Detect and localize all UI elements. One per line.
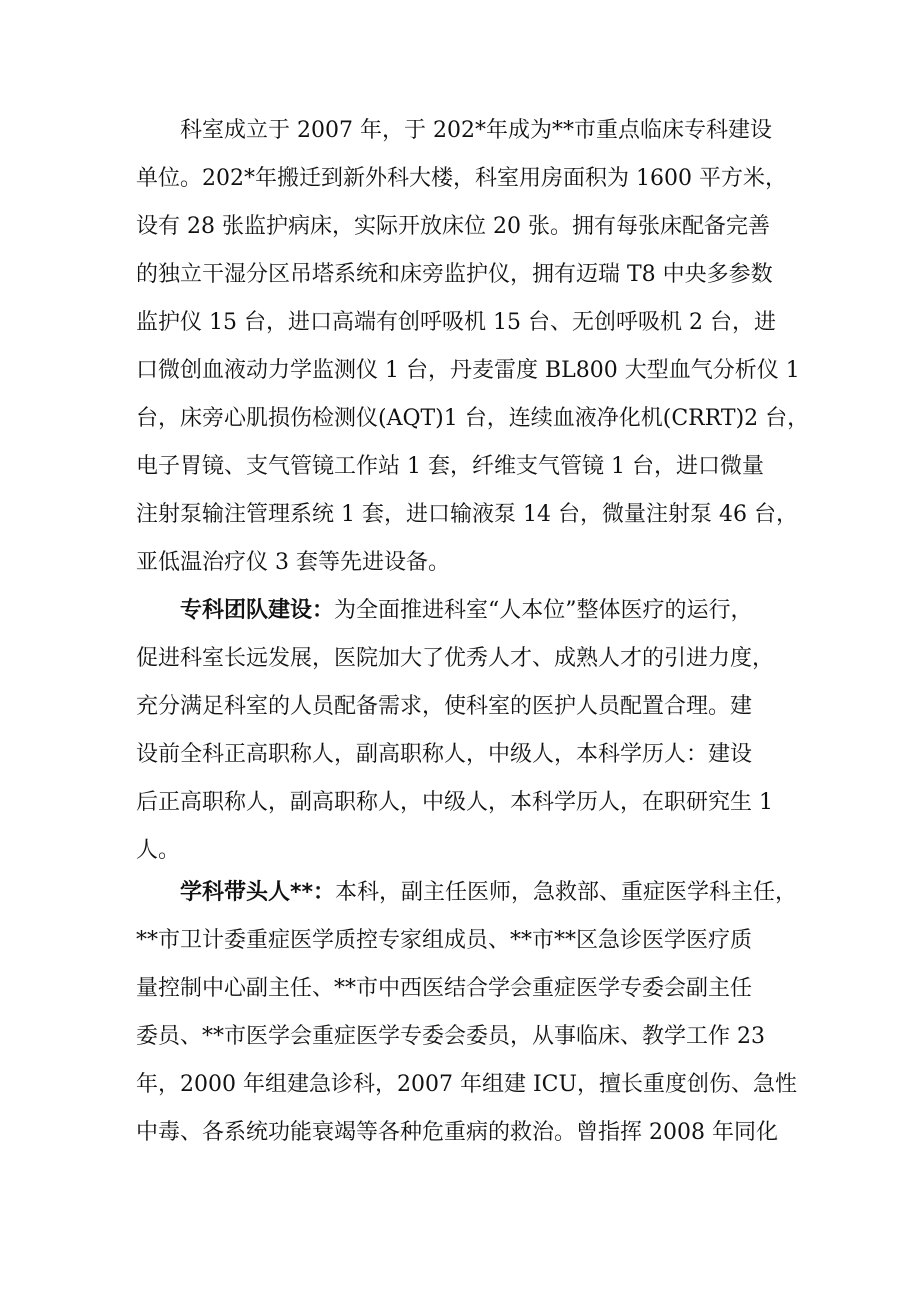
paragraph-discipline-leader — [136, 869, 796, 1157]
text-line: 中毒、各系统功能衰竭等各种危重病的救治。曾指挥 2008 年同化 — [136, 1120, 778, 1145]
text-line: 亚低温治疗仪 3 套等先进设备。 — [136, 550, 450, 575]
text-line: 电子胃镜、支气管镜工作站 1 套，纤维支气管镜 1 台，进口微量 — [136, 454, 764, 479]
text-line: 量控制中心副主任、**市中西医结合学会重症医学专委会副主任 — [136, 976, 753, 1001]
text-line: 台，床旁心肌损伤检测仪(AQT)1 台，连续血液净化机(CRRT)2 台， — [136, 406, 810, 431]
text-run: 本科，副主任医师，急救部、重症医学科主任， — [335, 880, 798, 905]
text-line: 单位。202*年搬迁到新外科大楼，科室用房面积为 1600 平方米， — [136, 166, 787, 191]
paragraph-team-building — [136, 587, 796, 875]
text-line: 充分满足科室的人员配备需求，使科室的医护人员配置合理。建 — [136, 694, 753, 719]
text-line: **市卫计委重症医学质控专家组成员、**市**区急诊医学医疗质 — [136, 928, 753, 953]
text-line: 促进科室长远发展，医院加大了优秀人才、成熟人才的引进力度， — [136, 646, 775, 671]
text-line: 设有 28 张监护病床，实际开放床位 20 张。拥有每张床配备完善 — [136, 214, 770, 239]
text-line: 委员、**市医学会重症医学专委会委员，从事临床、教学工作 23 — [136, 1024, 765, 1049]
text-line: 监护仪 15 台，进口高端有创呼吸机 15 台、无创呼吸机 2 台，进 — [136, 310, 776, 335]
text-line — [136, 869, 796, 917]
text-line: 人。 — [136, 838, 181, 863]
text-line: 口微创血液动力学监测仪 1 台，丹麦雷度 BL800 大型血气分析仪 1 — [136, 358, 800, 383]
text-line: 后正高职称人，副高职称人，中级人，本科学历人，在职研究生 1 — [136, 790, 773, 815]
text-run: 为全面推进科室“人本位”整体医疗的运行， — [334, 598, 753, 623]
text-line: 设前全科正高职称人，副高职称人，中级人，本科学历人：建设 — [136, 742, 753, 767]
text-line: 科室成立于 2007 年，于 202*年成为**市重点临床专科建设 — [180, 118, 772, 143]
text-line: 年，2000 年组建急诊科，2007 年组建 ICU，擅长重度创伤、急性 — [136, 1072, 798, 1097]
paragraph-department-overview — [136, 107, 810, 587]
section-lead-heading: 专科团队建设： — [180, 598, 335, 623]
text-line: 的独立干湿分区吊塔系统和床旁监护仪，拥有迈瑞 T8 中央多参数 — [136, 262, 773, 287]
section-lead-heading: 学科带头人**： — [180, 880, 336, 905]
text-line: 注射泵输注管理系统 1 套，进口输液泵 14 台，微量注射泵 46 台， — [136, 502, 798, 527]
text-line — [136, 587, 796, 635]
